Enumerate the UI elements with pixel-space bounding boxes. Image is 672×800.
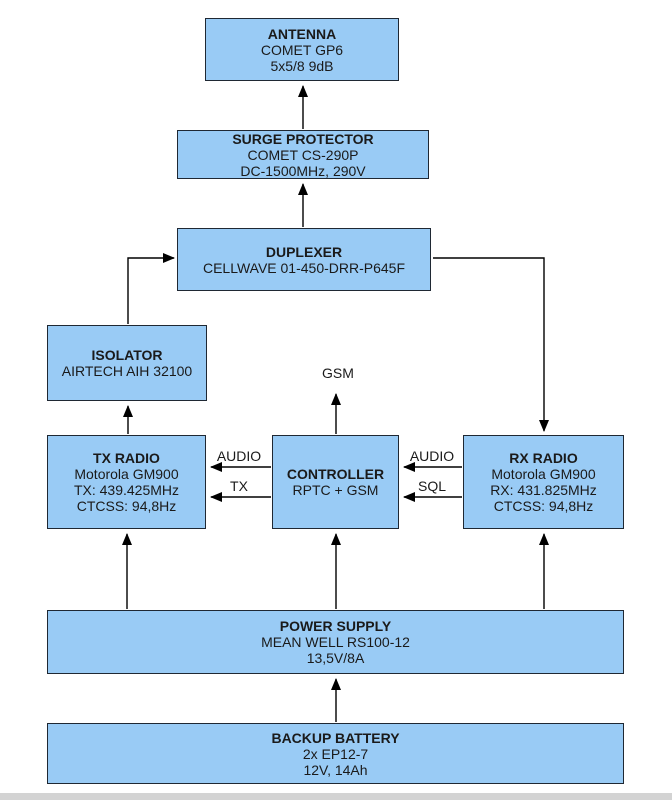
node-detail: 5x5/8 9dB	[270, 57, 334, 74]
node-detail: RX: 431.825MHz	[490, 482, 597, 498]
node-title: TX RADIO	[93, 450, 160, 466]
node-title: CONTROLLER	[286, 466, 385, 482]
node-antenna	[205, 18, 399, 81]
node-detail: Motorola GM900	[491, 466, 596, 482]
node-backup-battery	[47, 723, 624, 784]
node-detail: CTCSS: 94,8Hz	[76, 498, 177, 514]
node-detail: 2x EP12-7	[302, 745, 369, 762]
node-detail: COMET CS-290P	[247, 146, 359, 163]
node-detail: AIRTECH AIH 32100	[61, 363, 193, 379]
node-title: ISOLATOR	[91, 347, 163, 363]
node-detail: 12V, 14Ah	[303, 761, 368, 778]
horizontal-scrollbar-track[interactable]	[0, 793, 672, 800]
edge-label-tx: TX	[230, 478, 248, 494]
node-isolator	[47, 325, 207, 401]
node-detail: TX: 439.425MHz	[73, 482, 180, 498]
edge-label-gsm: GSM	[322, 365, 354, 381]
node-surge-protector	[177, 130, 429, 179]
node-title: BACKUP BATTERY	[271, 729, 400, 746]
node-title: DUPLEXER	[265, 243, 343, 260]
node-controller	[272, 435, 399, 529]
node-detail: CELLWAVE 01-450-DRR-P645F	[202, 259, 406, 276]
connector-isolator-to-duplexer	[128, 258, 174, 324]
node-detail: DC-1500MHz, 290V	[240, 162, 366, 179]
node-tx-radio	[47, 435, 206, 529]
node-detail: 13,5V/8A	[306, 650, 365, 666]
node-title: SURGE PROTECTOR	[232, 130, 374, 147]
node-detail: MEAN WELL RS100-12	[261, 634, 410, 650]
node-title: POWER SUPPLY	[279, 618, 392, 634]
node-detail: RPTC + GSM	[292, 482, 379, 498]
node-duplexer	[177, 228, 431, 291]
edge-label-audio-right: AUDIO	[409, 448, 455, 464]
node-detail: COMET GP6	[260, 41, 344, 58]
edge-label-sql: SQL	[417, 478, 446, 494]
edge-label-audio-left: AUDIO	[216, 448, 262, 464]
connector-duplexer-to-rx	[433, 258, 544, 431]
node-power-supply	[47, 610, 624, 674]
node-title: ANTENNA	[267, 25, 337, 42]
node-rx-radio	[463, 435, 624, 529]
node-detail: Motorola GM900	[74, 466, 179, 482]
node-detail: CTCSS: 94,8Hz	[493, 498, 594, 514]
node-title: RX RADIO	[509, 450, 578, 466]
